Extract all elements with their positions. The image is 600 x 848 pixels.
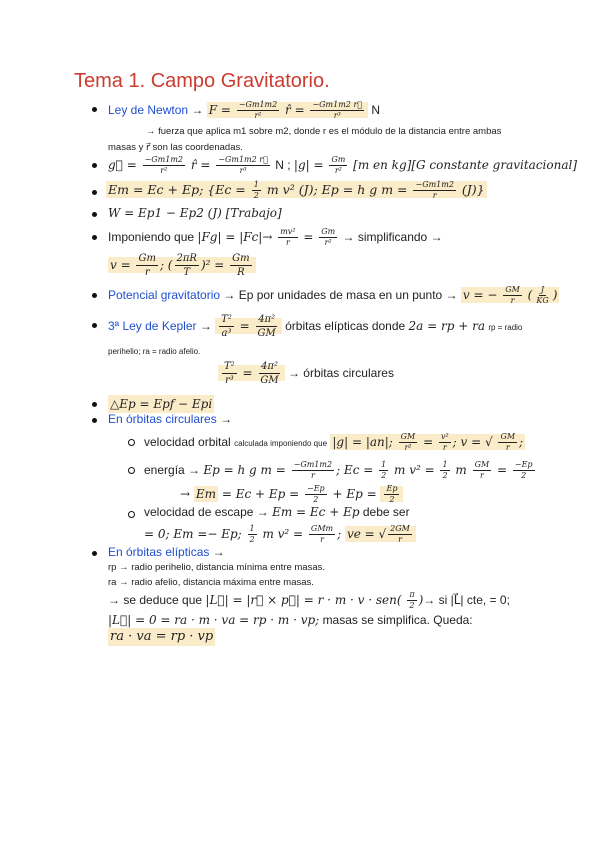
energy-line [106,180,487,201]
kepler-line-3 [218,360,394,387]
gfield-line: g⃗ = $\frac{-Gm1m2}{\text{r²}}$ r̂ = $\frac{-Gm1m2 r⃗}{\text{r³}}$ N ; |g| = $\frac{Gm}{\text{r²}}$ [m en kg][G constante gravitacional] [108,155,578,175]
imponiendo-equation: |Fg| = |Fc|→ $\frac{\text{mv²}}{r}$ = $\frac{Gm}{\text{r²}}$ [197,227,336,247]
kepler-link[interactable]: 3ª Ley de Kepler [108,319,197,333]
orbital-velocity-equation: |g| = |an|; $\frac{GM}{\text{r²}}$ = $\frac{\text{v²}}{r}$ ; v = √ $\frac{GM}{r}$ ; [332,432,524,452]
energia-label: energía → [144,463,201,477]
orbital-velocity-note: calculada imponiendo que [234,439,328,448]
deduce-equation: |L⃗| = |r⃗ × p⃗| = r · m · v · sen( $\frac{\pi}{2}$ ) [205,590,424,610]
kepler-note-1: rp = radio [488,323,523,332]
circle-bullet [128,467,135,474]
bullet-dot [92,235,97,240]
deduce-result: → si |L⃗| cte, = 0; [423,593,510,607]
bullet-dot [92,293,97,298]
bullet-dot [92,402,97,407]
gfield-modulus: |g| = $\frac{Gm}{\text{r²}}$ [m en kg][G constante gravitacional] [293,155,578,175]
bullet-dot [92,163,97,168]
imponiendo-simplify: → simplificando → [342,230,443,244]
imponiendo-text: Imponiendo que [108,230,195,244]
work-equation: W = Ep1 − Ep2 (J) [Trabajo] [108,206,282,220]
newton-equation: F = $\frac{-Gm1m2}{\text{r²}}$ r̂ = $\frac{-Gm1m2 r⃗}{\text{r³}}$ [207,102,368,118]
circle-bullet [128,511,135,518]
arrow: → [191,103,204,117]
newton-note-2: masas y r⃗ son las coordenadas. [108,142,243,153]
bullet-dot [92,418,97,423]
escape-label: velocidad de escape → [144,505,269,519]
potencial-line [108,285,559,306]
newton-line: Ley de Newton → F = $\frac{-Gm1m2}{\text{r²}}$ r̂ = $\frac{-Gm1m2 r⃗}{\text{r³}}$ N [108,100,381,120]
gfield-equation: g⃗ = $\frac{-Gm1m2}{\text{r²}}$ r̂ = $\frac{-Gm1m2 r⃗}{\text{r³}}$ [108,155,268,175]
ra-definition: ra → radio afelio, distancia máxima entre masas. [108,577,314,588]
circle-bullet [128,439,135,446]
energia-line-2 [180,484,403,505]
kepler-equation-2: 2a = rp + ra [408,319,486,333]
orbital-velocity-label: velocidad orbital [144,435,231,449]
arrow: → [212,545,225,559]
bullet-dot [92,323,97,328]
elipticas-line [108,544,225,560]
arrow: → [220,412,233,426]
energy-equation: Em = Ec + Ep; {Ec = $\frac{1}{2}$ m v² (J); Ep = h g m = $\frac{-Gm1m2}{r}$ (J)} [108,180,485,200]
kepler-circular-text: → órbitas circulares [287,366,394,380]
kepler-line: 3ª Ley de Kepler → $\frac{\text{T²}}{\text{a³}}$ = $\frac{\text{4π²}}{GM}$ órbitas elípticas donde 2a = rp + ra rp = radio [108,314,523,339]
l-text: masas se simplifica. Queda: [322,613,473,627]
kepler-equation-1: $\frac{\text{T²}}{\text{a³}}$ = $\frac{\text{4π²}}{GM}$ [215,318,282,334]
escape-line-2 [144,524,416,545]
kepler-note-2: perihelio; ra = radio afelio. [108,347,201,356]
energia-equation: Ep = h g m = $\frac{-Gm1m2}{r}$ ; Ec = $\frac{1}{2}$ m v² = $\frac{1}{2}$ m $\frac{GM}{r}$ = $\frac{-Ep}{2}$ [203,460,533,480]
imponiendo-line-2 [108,252,256,279]
bullet-dot [92,551,97,556]
potencial-text: → Ep por unidades de masa en un punto → [223,288,458,302]
bullet-dot [92,190,97,195]
orbital-velocity-line [144,432,525,453]
escape-text: debe ser [362,505,410,519]
newton-link[interactable]: Ley de Newton [108,103,189,117]
imponiendo-line [108,227,443,248]
newton-note-1: → fuerza que aplica m1 sobre m2, donde r es el módulo de la distancia entre ambas [146,126,502,137]
circulares-line [108,411,232,427]
circulares-link[interactable]: En órbitas circulares [108,412,217,426]
bullet-dot [92,212,97,217]
potencial-equation: v = − $\frac{GM}{r}$ ( $\frac{J}{KG}$ ) [462,285,558,305]
escape-line [144,504,410,520]
rp-definition: rp → radio perihelio, distancia mínima entre masas. [108,562,326,573]
elipticas-link[interactable]: En órbitas elípticas [108,545,210,559]
kepler-text: órbitas elípticas donde [285,319,406,333]
energia-equation-2: → Em = Ec + Ep = $\frac{-Ep}{2}$ + Ep = $\frac{Ep}{2}$ [180,487,403,501]
potencial-link[interactable]: Potencial gravitatorio [108,288,221,302]
energia-line [144,460,537,481]
page-title: Tema 1. Campo Gravitatorio. [74,70,330,92]
escape-equation: Em = Ec + Ep [272,505,360,519]
l-equation: |L⃗| = 0 = ra · m · va = rp · m · vp; [108,613,320,627]
deduce-text: → se deduce que [108,593,203,607]
final-equation: ra · va = rp · vp [110,629,214,644]
bullet-dot [92,107,97,112]
l-line [108,612,473,628]
kepler-equation-3: $\frac{\text{T²}}{\text{r³}}$ = $\frac{\text{4π²}}{GM}$ [218,365,285,381]
escape-equation-2: = 0; Em =− Ep; $\frac{1}{2}$ m v² = $\frac{\text{GMm}}{r}$ ; ve = √ $\frac{2GM}{r}$ [144,527,416,541]
deduce-line [108,590,510,611]
delta-ep-equation: △Ep = Epf − Epi [110,397,213,411]
imponiendo-velocity: v = $\frac{Gm}{r}$ ; ( $\frac{2\pi R}{T}$ )² = $\frac{Gm}{R}$ [108,257,256,273]
